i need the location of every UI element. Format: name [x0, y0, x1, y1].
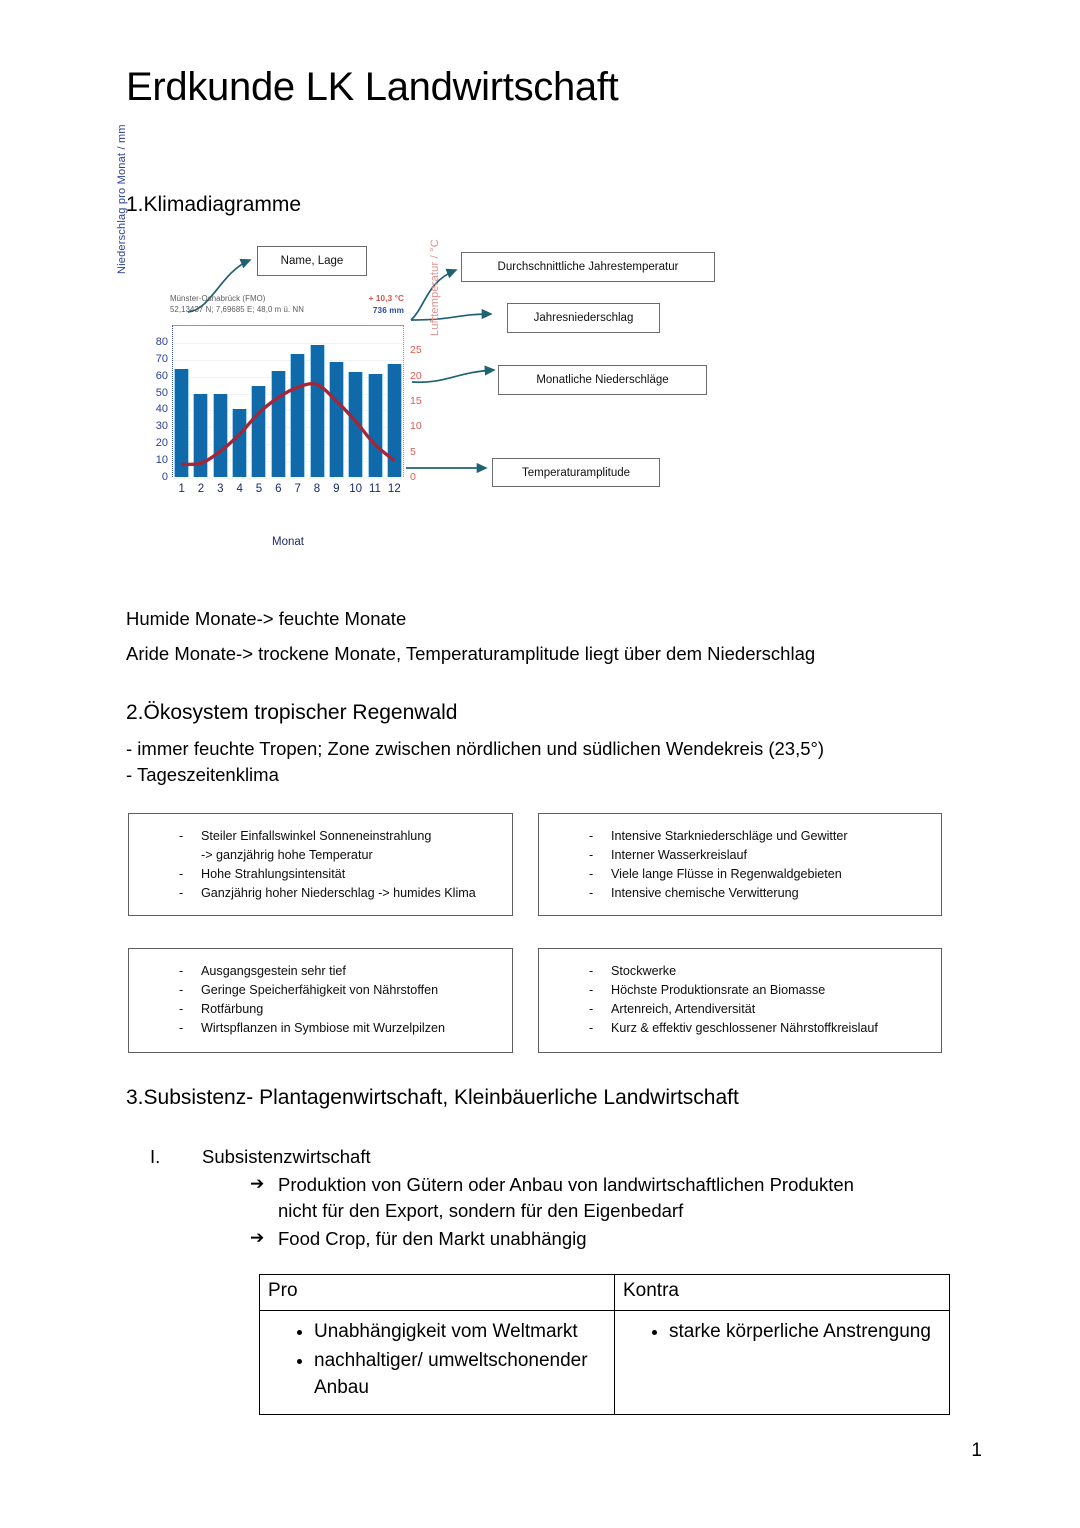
pro-list-item: • nachhaltiger/ umweltschonender Anbau	[314, 1348, 606, 1402]
x-axis-tick-label: 8	[313, 483, 321, 495]
feature-item-text: Intensive Starkniederschläge und Gewitter	[611, 829, 848, 843]
feature-box-vegetation	[538, 948, 942, 1053]
note-tropen: - immer feuchte Tropen; Zone zwischen nördlichen und südlichen Wendekreis (23,5°)	[126, 738, 825, 759]
feature-item-text: Interner Wasserkreislauf	[611, 848, 748, 863]
subsistenz-point-2-text: Food Crop, für den Markt unabhängig	[278, 1228, 587, 1249]
feature-box-boden	[128, 948, 513, 1053]
table-header-pro: Pro	[260, 1275, 615, 1311]
bullet-dash: -	[179, 886, 184, 901]
x-axis-tick-label: 9	[333, 483, 340, 495]
y2-axis-tick-label: 15	[410, 395, 422, 407]
y2-axis-tick-label: 5	[410, 445, 416, 458]
feature-item-text: Rotfärbung	[201, 1002, 264, 1017]
bullet-dash: -	[179, 1021, 184, 1036]
subsistenz-point-1-line-1: Produktion von Gütern oder Anbau von landwirtschaftlichen Produkten	[278, 1174, 854, 1195]
feature-list-item	[549, 1019, 931, 1038]
section-1-heading: 1.Klimadiagramme	[126, 193, 302, 216]
arrow-right-icon: ➔	[250, 1228, 265, 1247]
section-2-heading: 2.Ökosystem tropischer Regenwald	[126, 701, 458, 724]
feature-item-text: Wirtspflanzen in Symbiose mit Wurzelpilzen	[201, 1021, 446, 1036]
temperature-curve-path	[183, 384, 394, 465]
x-axis-tick-label: 5	[255, 483, 263, 495]
y-axis-tick-label: 40	[155, 403, 168, 416]
feature-list-item	[549, 962, 931, 981]
bullet-dash: -	[179, 829, 184, 843]
subsistenz-point-2	[250, 1226, 930, 1252]
bullet-dash: -	[179, 964, 184, 978]
y2-axis-tick-label: 10	[410, 420, 422, 433]
feature-list-item	[139, 865, 502, 884]
bullet-dash: -	[179, 867, 184, 882]
pro-kontra-table	[259, 1274, 950, 1415]
bullet-dash: -	[589, 983, 594, 998]
y-axis-tick-label: 30	[155, 420, 168, 433]
bullet-dash: -	[589, 867, 594, 882]
bullet-dash: -	[589, 1021, 594, 1036]
feature-box-klima	[128, 813, 513, 916]
table-cell-pro	[260, 1310, 615, 1414]
bullet-dash: -	[589, 829, 594, 843]
y-axis-tick-label: 10	[155, 454, 168, 467]
y2-axis-tick-label: 25	[410, 344, 422, 357]
subsistenz-point-1-line-2: nicht für den Export, sondern für den Eigenbedarf	[278, 1200, 684, 1222]
feature-list-item	[549, 884, 931, 903]
callout-temperature-amplitude: Temperaturamplitude	[492, 458, 660, 487]
x-axis-tick-label: 12	[387, 483, 401, 495]
annual-precipitation-value: 736 mm	[372, 305, 404, 315]
x-axis-title: Monat	[272, 536, 304, 548]
y2-axis-tick-label: 0	[410, 471, 416, 483]
x-axis-tick-label: 4	[236, 483, 243, 495]
feature-item-text: Höchste Produktionsrate an Biomasse	[611, 983, 826, 998]
y-axis-tick-label: 60	[155, 369, 168, 382]
feature-item-subtext: -> ganzjährig hohe Temperatur	[201, 848, 373, 863]
annual-temperature-value: + 10,3 °C	[368, 294, 404, 303]
bullet-dash: -	[589, 886, 594, 901]
bullet-dash: -	[589, 1002, 594, 1017]
feature-item-text: Artenreich, Artendiversität	[611, 1002, 756, 1017]
feature-item-text: Ganzjährig hoher Niederschlag -> humides Klima	[201, 886, 476, 901]
x-axis-tick-label: 2	[197, 483, 205, 495]
feature-list-item	[549, 865, 931, 884]
chart-plot-area	[172, 325, 404, 477]
feature-list-item	[139, 827, 502, 846]
x-axis-tick-label: 10	[349, 483, 363, 495]
callout-monthly-precipitation: Monatliche Niederschläge	[498, 365, 707, 395]
feature-item-text: Kurz & effektiv geschlossener Nährstoffkreislauf	[611, 1021, 878, 1036]
pro-item-list	[268, 1319, 606, 1402]
feature-item-text: Viele lange Flüsse in Regenwaldgebieten	[611, 867, 842, 882]
feature-list-item	[139, 981, 502, 1000]
feature-list-item	[139, 962, 502, 981]
bullet-dash: -	[589, 964, 594, 978]
feature-item-text: Steiler Einfallswinkel Sonneneinstrahlung	[201, 829, 432, 843]
temperature-line	[173, 326, 403, 477]
station-name: Münster-Osnabrück (FMO)	[170, 294, 266, 303]
note-humide: Humide Monate-> feuchte Monate	[126, 608, 407, 629]
y2-axis-tick-label: 20	[410, 369, 422, 382]
x-axis-tick-label: 7	[294, 483, 301, 495]
bullet-dash: -	[589, 848, 594, 863]
note-aride: Aride Monate-> trockene Monate, Temperaturamplitude liegt über dem Niederschlag	[126, 643, 816, 664]
callout-annual-precipitation: Jahresniederschlag	[507, 303, 660, 333]
feature-list-item	[549, 981, 931, 1000]
table-cell-kontra	[615, 1310, 950, 1414]
table-header-kontra: Kontra	[615, 1275, 950, 1311]
page-number: 1	[971, 1440, 982, 1461]
feature-item-text: Hohe Strahlungsintensität	[201, 867, 346, 882]
feature-list-item	[139, 884, 502, 903]
feature-item-text: Ausgangsgestein sehr tief	[201, 964, 346, 978]
y-axis-tick-label: 80	[155, 335, 168, 348]
callout-average-annual-temperature: Durchschnittliche Jahrestemperatur	[461, 252, 715, 282]
y-axis-tick-label: 50	[155, 386, 168, 399]
subsistenz-point-1	[250, 1172, 930, 1225]
feature-item-text: Geringe Speicherfähigkeit von Nährstoffen	[201, 983, 439, 998]
feature-item-text: Stockwerke	[611, 964, 677, 978]
x-axis-tick-label: 1	[178, 483, 185, 495]
subsistenz-title: Subsistenzwirtschaft	[202, 1146, 371, 1167]
feature-list-item	[139, 1019, 502, 1038]
page-title: Erdkunde LK Landwirtschaft	[126, 65, 619, 109]
section-3-heading: 3.Subsistenz- Plantagenwirtschaft, Kleinbäuerliche Landwirtschaft	[126, 1086, 739, 1109]
table-row	[260, 1310, 950, 1414]
pro-list-item: • Unabhängigkeit vom Weltmarkt	[314, 1319, 606, 1346]
list-marker: I.	[150, 1146, 161, 1167]
y-axis-tick-label: 70	[155, 352, 168, 365]
kontra-item-list	[623, 1319, 941, 1346]
kontra-list-item: • starke körperliche Anstrengung	[669, 1319, 941, 1346]
y-axis-title: Niederschlag pro Monat / mm	[116, 124, 128, 274]
bullet-dash: -	[179, 1002, 184, 1017]
x-axis-tick-label: 11	[369, 483, 381, 495]
table-header-row	[260, 1275, 950, 1311]
subsistenz-list-item	[150, 1146, 371, 1168]
arrow-right-icon: ➔	[250, 1174, 265, 1193]
chart-annual-values	[331, 293, 404, 317]
x-axis-tick-label: 6	[275, 483, 282, 495]
feature-list-item	[139, 1000, 502, 1019]
feature-item-text: Intensive chemische Verwitterung	[611, 886, 799, 901]
y-axis-tick-label: 20	[155, 437, 168, 450]
y2-axis-title: Lufttemperatur / °C	[429, 239, 441, 336]
feature-list-item	[549, 846, 931, 865]
feature-list-item	[549, 827, 931, 846]
feature-list-item	[549, 1000, 931, 1019]
gridline	[173, 478, 403, 479]
callout-name-lage: Name, Lage	[257, 246, 367, 276]
y-axis-tick-label: 0	[161, 471, 168, 483]
bullet-dash: -	[179, 983, 184, 998]
station-coordinates: 52,13437 N; 7,69685 E; 48,0 m ü. NN	[170, 305, 304, 315]
feature-box-wasser	[538, 813, 942, 916]
note-tageszeitenklima: - Tageszeitenklima	[126, 764, 279, 785]
x-axis-tick-label: 3	[217, 483, 224, 495]
